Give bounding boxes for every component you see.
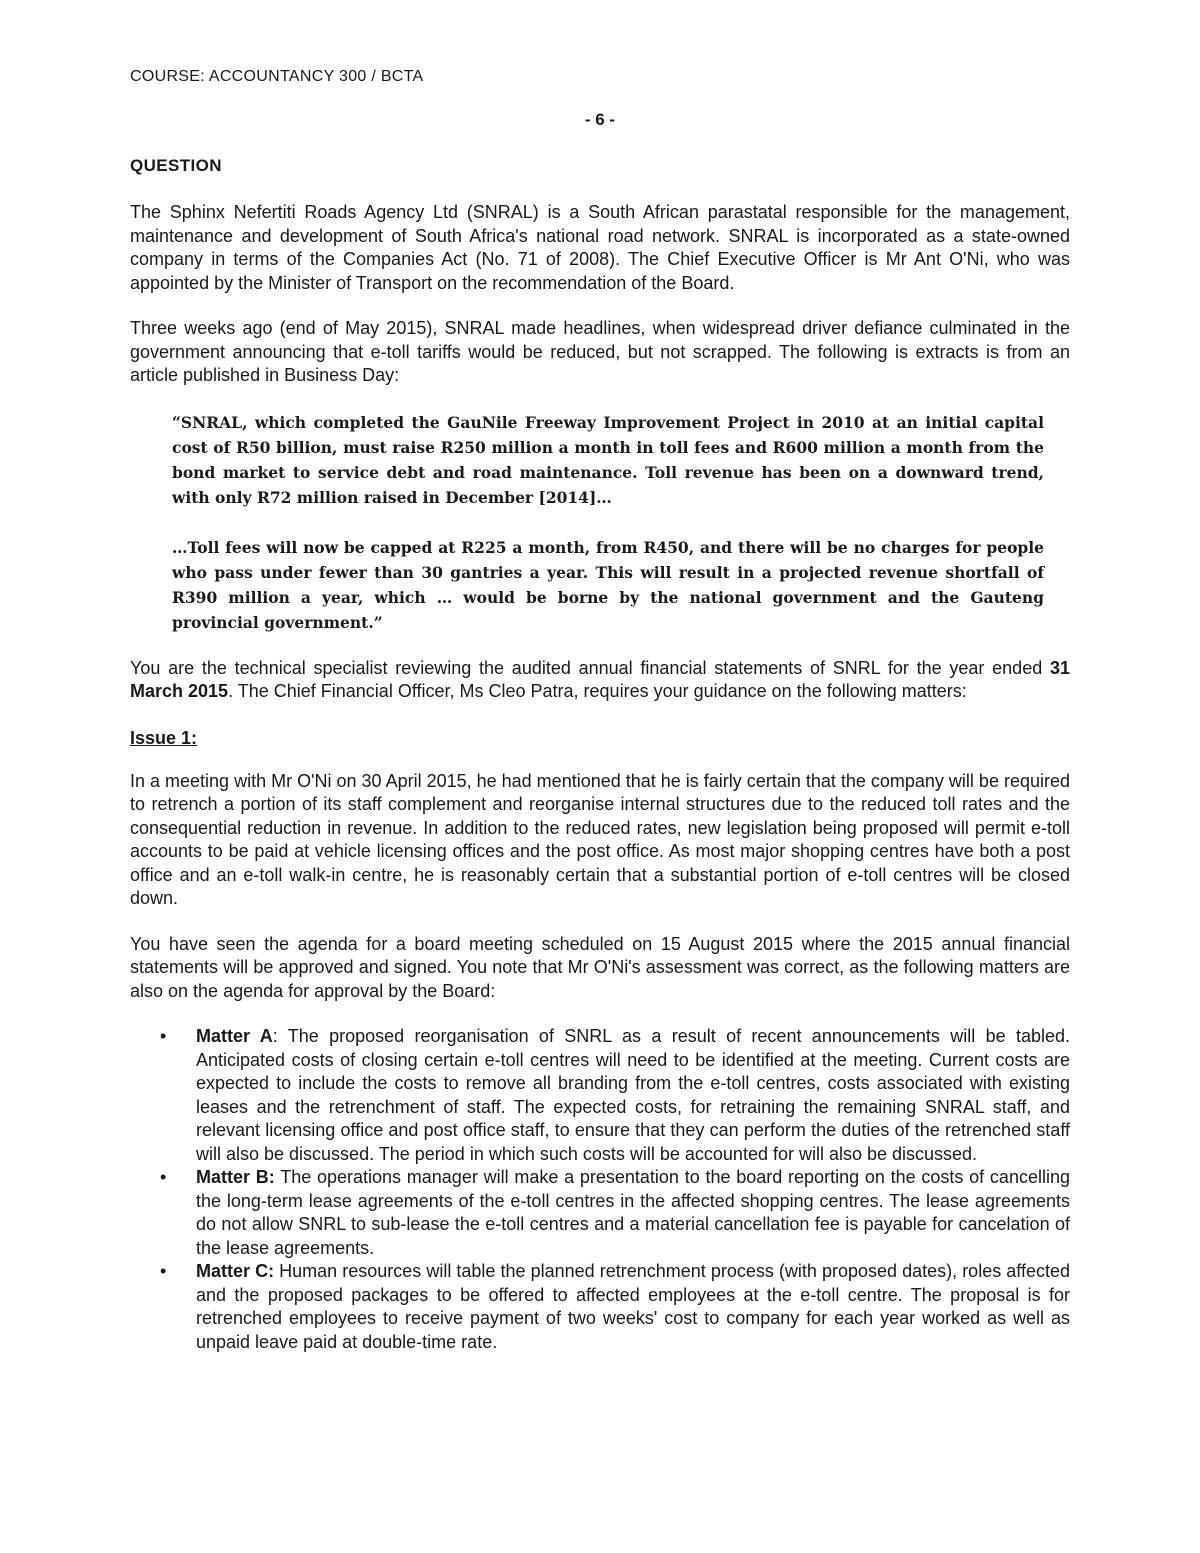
headlines-paragraph: Three weeks ago (end of May 2015), SNRAL made headlines, when widespread driver defiance culminated in the government announcing that e-toll tariffs would be reduced, but not scrapped. The following is extracts is from an article published in Business Day: (130, 318, 1070, 385)
matter-label: Matter A (196, 1026, 273, 1046)
matter-text: Human resources will table the planned retrenchment process (with proposed dates), roles affected and the proposed packages to be offered to affected employees at the e-toll centre. The proposal is for retrenched employees to receive payment of two weeks' cost to company for each year worked as well as unpaid leave paid at double-time rate. (196, 1261, 1070, 1352)
document-body (130, 201, 1070, 1354)
bullet-icon: • (160, 1261, 167, 1281)
intro-paragraph: The Sphinx Nefertiti Roads Agency Ltd (SNRAL) is a South African parastatal responsible for the management, maintenance and development of South Africa's national road network. SNRAL is incorporated as a state-owned company in terms of the Companies Act (No. 71 of 2008). The Chief Executive Officer is Mr Ant O'Ni, who was appointed by the Minister of Transport on the recommendation of the Board. (130, 202, 1070, 293)
matter-label: Matter B: (196, 1167, 275, 1187)
bullet-icon: • (160, 1026, 167, 1046)
quote-part-1: “SNRAL, which completed the GauNile Freeway Improvement Project in 2010 at an initial capital cost of R50 billion, must raise R250 million a month in toll fees and R600 million a month from the bond market to service debt and road maintenance. Toll revenue has been on a downward trend, with only R72 million raised in December [2014]… (172, 412, 1044, 507)
quote-part-2: …Toll fees will now be capped at R225 a month, from R450, and there will be no charges for people who pass under fewer than 30 gantries a year. This will result in a projected revenue shortfall of R390 million a year, which … would be borne by the national government and the Gauteng provincial government.” (172, 537, 1044, 632)
matter-text: The proposed reorganisation of SNRL as a result of recent announcements will be tabled. Anticipated costs of closing certain e-toll centres will need to be identified at the meeting. Current costs are expected to include the costs to remove all branding from the e-toll centres, costs associated with existing leases and the retrenchment of staff. The expected costs, for retraining the remaining SNRAL staff, and relevant licensing office and post office staff, to ensure that they can perform the duties of the retrenched staff will also be discussed. The period in which such costs will be accounted for will also be discussed. (196, 1026, 1070, 1164)
matter-c-item (160, 1260, 1070, 1354)
specialist-paragraph (130, 657, 1070, 704)
meeting-paragraph: In a meeting with Mr O'Ni on 30 April 2015, he had mentioned that he is fairly certain that the company will be required to retrench a portion of its staff complement and reorganise internal structures due to the reduced toll rates and the consequential reduction in revenue. In addition to the reduced rates, new legislation being proposed will permit e-toll accounts to be paid at vehicle licensing offices and the post office. As most major shopping centres have both a post office and an e-toll walk-in centre, he is reasonably certain that a substantial portion of e-toll centres will be closed down. (130, 770, 1070, 908)
matter-text: The operations manager will make a presentation to the board reporting on the costs of cancelling the long-term lease agreements of the e-toll centres in the affected shopping centres. The lease agreements do not allow SNRL to sub-lease the e-toll centres and a material cancellation fee is payable for cancelation of the lease agreements. (196, 1167, 1070, 1258)
matters-list (130, 1025, 1070, 1354)
article-quote (172, 410, 1044, 635)
specialist-text-after: . The Chief Financial Officer, Ms Cleo Patra, requires your guidance on the following matters: (228, 681, 967, 701)
matter-label: Matter C: (196, 1261, 275, 1281)
course-header: COURSE: ACCOUNTANCY 300 / BCTA (130, 68, 424, 85)
issue-heading: Issue 1: (130, 727, 198, 748)
matter-b-item (160, 1166, 1070, 1260)
question-heading: QUESTION (130, 156, 222, 175)
bullet-icon: • (160, 1167, 167, 1187)
agenda-paragraph: You have seen the agenda for a board meeting scheduled on 15 August 2015 where the 2015 annual financial statements will be approved and signed. You note that Mr O'Ni's assessment was correct, as the following matters are also on the agenda for approval by the Board: (130, 933, 1070, 1001)
specialist-text-before: You are the technical specialist reviewing the audited annual financial statements of SNRL for the year ended (130, 657, 1050, 678)
page-number: - 6 - (584, 110, 616, 129)
matter-separator: : (272, 1026, 278, 1046)
matter-a-item (160, 1025, 1070, 1166)
year-end-date: 31 March 2015 (130, 657, 1070, 701)
